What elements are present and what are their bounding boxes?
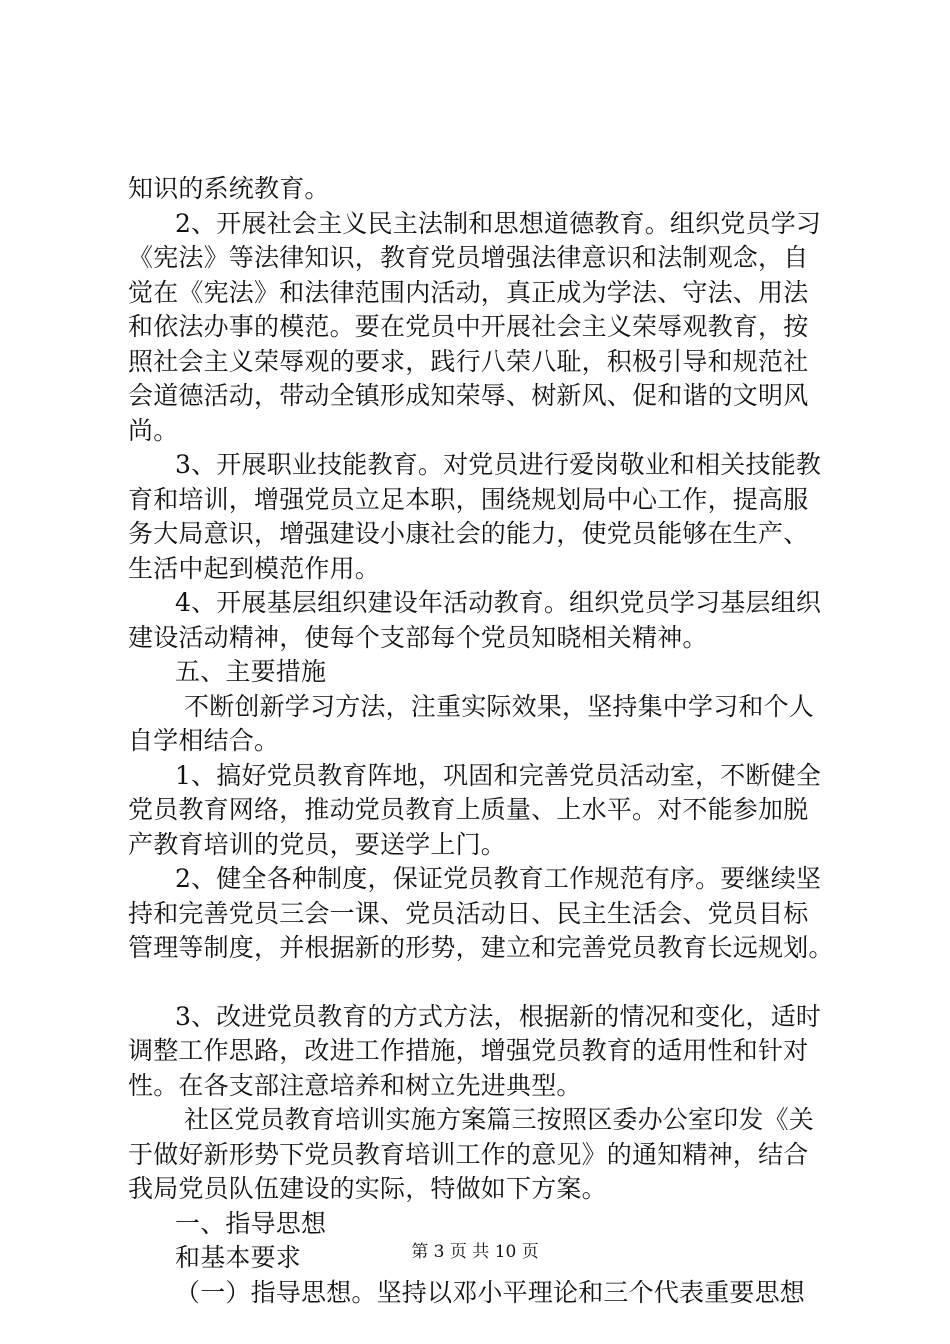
- text-line: 调整工作思路，改进工作措施，增强党员教育的适用性和针对: [128, 1036, 809, 1065]
- text-line: 育和培训，增强党员立足本职，围绕规划局中心工作，提高服: [128, 484, 809, 514]
- text-line: 党员教育网络，推动党员教育上质量、上水平。对不能参加脱: [128, 795, 809, 824]
- text-line: 我局党员队伍建设的实际，特做如下方案。: [128, 1174, 607, 1203]
- text-line: 1、搞好党员教育阵地，巩固和完善党员活动室，不断健全: [175, 760, 822, 790]
- body-text: [128, 172, 848, 1310]
- text-line: （一）指导思想。坚持以邓小平理论和三个代表重要思想: [175, 1277, 806, 1307]
- paragraph-gap: [128, 966, 848, 1000]
- text-line: 知识的系统教育。: [128, 174, 330, 203]
- section-heading: 五、主要措施: [175, 657, 327, 686]
- text-line: 照社会主义荣辱观的要求，践行八荣八耻，积极引导和规范社: [128, 346, 809, 376]
- text-line: 不断创新学习方法，注重实际效果，坚持集中学习和个人: [184, 691, 815, 721]
- page-number: 第 3 页 共 10 页: [411, 1242, 539, 1262]
- text-line: 4、开展基层组织建设年活动教育。组织党员学习基层组织: [175, 588, 822, 617]
- text-line: 生活中起到模范作用。: [128, 553, 381, 583]
- text-line: 和依法办事的模范。要在党员中开展社会主义荣辱观教育，按: [128, 312, 809, 341]
- section-heading: 一、指导思想: [175, 1208, 327, 1238]
- text-line: 3、开展职业技能教育。对党员进行爱岗敬业和相关技能教: [175, 450, 822, 479]
- text-line: 社区党员教育培训实施方案篇三按照区委办公室印发《关: [184, 1105, 815, 1134]
- text-line: 3、改进党员教育的方式方法，根据新的情况和变化，适时: [175, 1001, 822, 1031]
- section-heading: 和基本要求: [175, 1243, 302, 1272]
- text-line: 尚。: [128, 415, 179, 445]
- text-line: 自学相结合。: [128, 726, 280, 755]
- text-line: 于做好新形势下党员教育培训工作的意见》的通知精神，结合: [128, 1139, 809, 1169]
- text-line: 会道德活动，带动全镇形成知荣辱、树新风、促和谐的文明风: [128, 381, 809, 410]
- text-line: 2、开展社会主义民主法制和思想道德教育。组织党员学习: [175, 208, 822, 238]
- text-line: 持和完善党员三会一课、党员活动日、民主生活会、党员目标: [128, 898, 809, 928]
- text-line: 2、健全各种制度，保证党员教育工作规范有序。要继续坚: [175, 864, 822, 893]
- text-line: 觉在《宪法》和法律范围内活动，真正成为学法、守法、用法: [128, 277, 809, 307]
- text-line: 《宪法》等法律知识，教育党员增强法律意识和法制观念，自: [128, 243, 809, 272]
- text-line: 性。在各支部注意培养和树立先进典型。: [128, 1070, 582, 1100]
- text-line: 务大局意识，增强建设小康社会的能力，使党员能够在生产、: [128, 519, 809, 548]
- text-line: 管理等制度，并根据新的形势，建立和完善党员教育长远规划。: [128, 933, 834, 962]
- text-line: 建设活动精神，使每个支部每个党员知晓相关精神。: [128, 622, 708, 652]
- text-line: 产教育培训的党员，要送学上门。: [128, 829, 507, 859]
